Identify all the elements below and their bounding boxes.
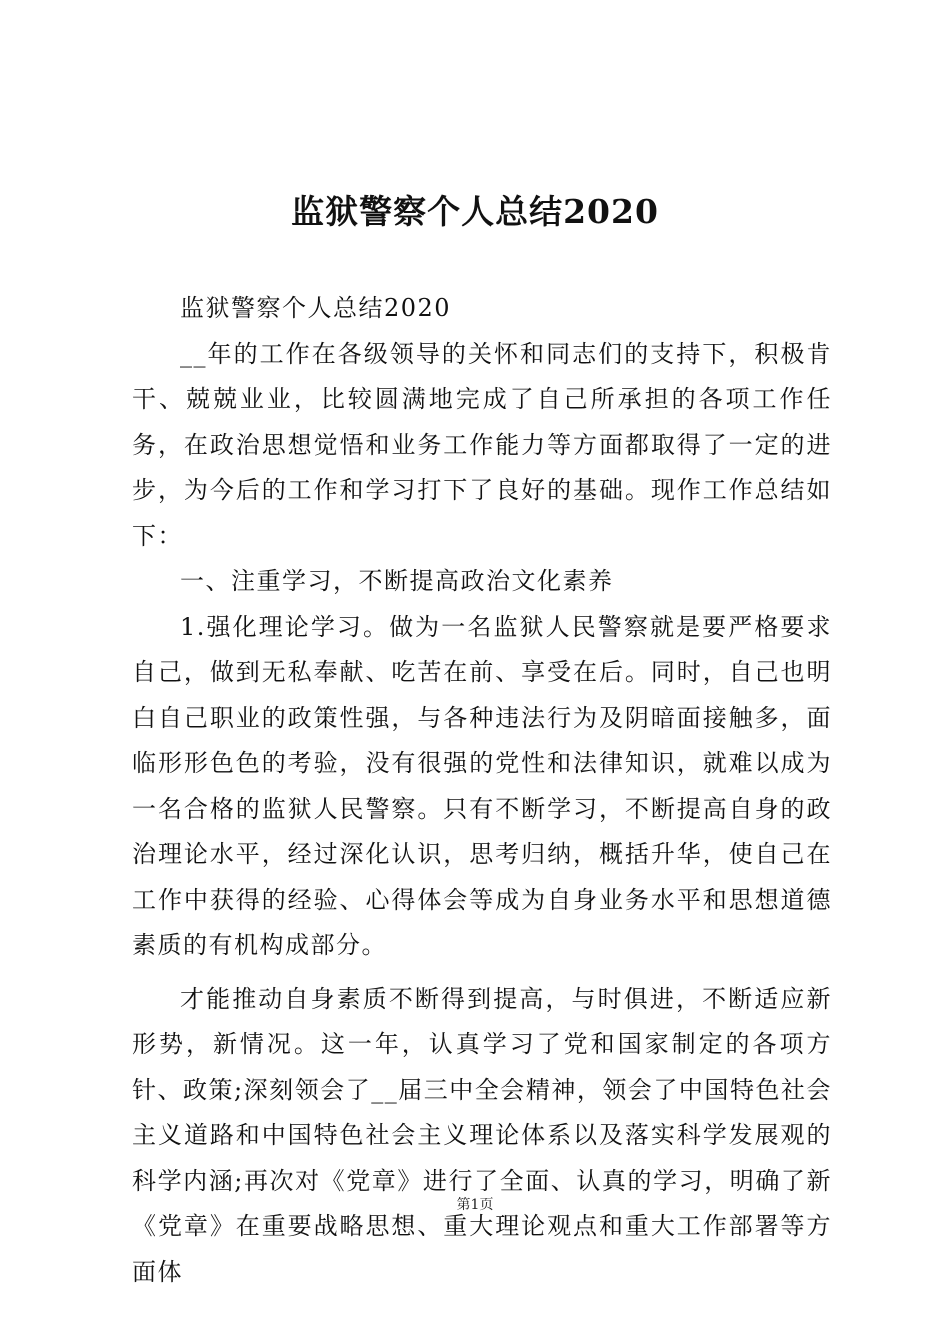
paragraph-intro: __年的工作在各级领导的关怀和同志们的支持下，积极肯干、兢兢业业，比较圆满地完成了自己所承担的各项工作任务，在政治思想觉悟和业务工作能力等方面都取得了一定的进步，为今后的工作和学习打下了良好的基础。现作工作总结如下： (132, 339, 832, 550)
page-number: 第1页 (456, 1197, 494, 1213)
paragraph-continuation: 才能推动自身素质不断得到提高，与时俱进，不断适应新形势，新情况。这一年，认真学习了党和国家制定的各项方针、政策;深刻领会了__届三中全会精神，领会了中国特色社会主义道路和中国特色社会主义理论体系以及落实科学发展观的科学内涵;再次对《党章》进行了全面、认真的学习，明确了新《党章》在重要战略思想、重大理论观点和重大工作部署等方面体 (132, 984, 832, 1286)
document-body (132, 286, 832, 1295)
paragraph-heading: 监狱警察个人总结2020 (180, 294, 452, 322)
document-title: 监狱警察个人总结2020 (291, 192, 659, 231)
section-heading: 一、注重学习，不断提高政治文化素养 (180, 567, 614, 595)
paragraph-theory-study: 1.强化理论学习。做为一名监狱人民警察就是要严格要求自己，做到无私奉献、吃苦在前、享受在后。同时，自己也明白自己职业的政策性强，与各种违法行为及阴暗面接触多，面临形形色色的考验，没有很强的党性和法律知识，就难以成为一名合格的监狱人民警察。只有不断学习，不断提高自身的政治理论水平，经过深化认识，思考归纳，概括升华，使自己在工作中获得的经验、心得体会等成为自身业务水平和思想道德素质的有机构成部分。 (132, 612, 832, 959)
